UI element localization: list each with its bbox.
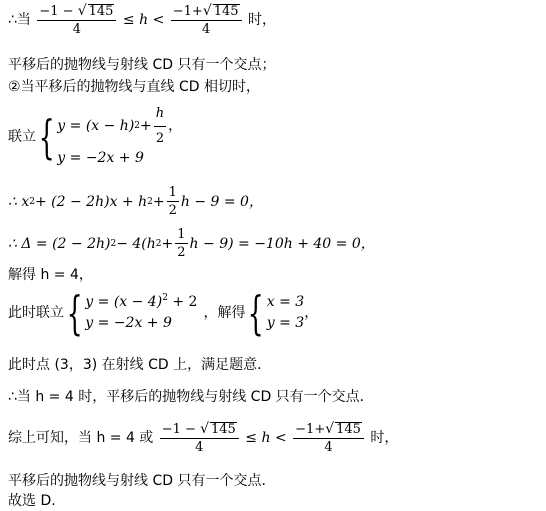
numerator-text: −1+	[295, 422, 326, 437]
denominator: 2	[168, 203, 177, 218]
fraction-h-over-2	[154, 104, 166, 148]
solution-line-1	[8, 4, 276, 36]
left-brace-icon: {	[38, 109, 55, 164]
numerator-text: −1 −	[161, 422, 201, 437]
denominator: 2	[155, 130, 165, 146]
fraction-upper-bound	[171, 4, 242, 36]
joint-text: 此时联立	[8, 305, 64, 321]
system-equation-2: y = −2x + 9	[57, 150, 144, 166]
system-equation-2: y = −2x + 9	[85, 315, 172, 331]
solution-line-2: 平移后的抛物线与射线 CD 只有一个交点；	[8, 57, 276, 73]
denominator: 4	[195, 440, 204, 455]
lt-sign: <	[270, 430, 292, 446]
fraction-lower-bound	[160, 422, 239, 454]
solution-line-8	[8, 286, 319, 340]
conclusion-text: 综上可知，当 h = 4 或	[8, 430, 154, 446]
numerator: h	[154, 104, 166, 127]
eq-part: h − 9) = −10h + 40 = 0，	[189, 235, 375, 252]
eq-part: y = (x − 4)	[85, 294, 163, 310]
comma: ，	[304, 305, 319, 321]
solution-line-3: ②当平移后的抛物线与直线 CD 相切时，	[8, 79, 261, 95]
therefore-text: ∴当	[8, 12, 31, 28]
suffix-text: 时，	[248, 12, 277, 28]
radicand: 145	[213, 4, 239, 19]
system-equation-1	[85, 292, 197, 313]
plus-sign: +	[152, 193, 165, 210]
denominator: 2	[177, 245, 186, 260]
solution-x: x = 3	[266, 294, 305, 310]
leq-sign: ≤	[245, 430, 262, 446]
solve-text: ，解得	[203, 305, 246, 321]
solution-line-13: 故选 D.	[8, 493, 56, 509]
comma: ，	[168, 117, 183, 134]
denominator: 4	[202, 22, 211, 37]
denominator: 4	[72, 22, 82, 37]
solution-line-5: ∴ x 2 + (2 − 2h)x + h 2 + $\frac{1}{2}$ h − 9 = 0，	[8, 185, 263, 218]
numerator: 1	[177, 227, 186, 242]
solution-y: y = 3	[266, 315, 305, 331]
solution-line-4	[8, 104, 182, 169]
leq-sign: ≤	[122, 12, 140, 28]
fraction-one-half	[175, 228, 187, 259]
sqrt-icon: √	[77, 3, 87, 19]
fraction-upper-bound	[293, 422, 364, 454]
eq-part: + 2	[167, 294, 198, 310]
joint-text: 联立	[8, 128, 36, 145]
sqrt-icon: √	[200, 421, 210, 437]
eq-part: ∴ x	[8, 193, 30, 210]
numerator-text: −1+	[172, 4, 203, 19]
radicand: 145	[211, 422, 236, 437]
variable-h: h	[139, 12, 149, 28]
left-brace-icon: {	[66, 286, 83, 340]
sqrt-icon: √	[202, 3, 212, 19]
sqrt-icon: √	[325, 421, 335, 437]
numerator: 1	[168, 185, 177, 200]
eq-part: h − 9 = 0，	[180, 193, 263, 210]
left-brace-icon: {	[248, 286, 265, 340]
exponent: 2	[162, 293, 168, 303]
solution-line-7: 解得 h = 4，	[8, 267, 93, 283]
plus-sign: +	[140, 117, 152, 134]
suffix-text: 时，	[370, 430, 399, 446]
fraction-one-half	[167, 186, 179, 217]
denominator: 4	[324, 440, 333, 455]
radicand: 145	[88, 4, 114, 19]
lt-sign: <	[148, 12, 169, 28]
solution-line-12: 平移后的抛物线与射线 CD 只有一个交点．	[8, 473, 276, 489]
solution-line-9: 此时点 (3，3) 在射线 CD 上，满足题意．	[8, 357, 272, 373]
variable-h: h	[261, 430, 271, 446]
equation-system	[85, 292, 197, 334]
solution-system	[267, 292, 304, 334]
solution-line-10: ∴当 h = 4 时，平移后的抛物线与射线 CD 只有一个交点．	[8, 389, 374, 405]
eq-part: y = (x − h)	[57, 117, 135, 134]
equation-system	[57, 104, 182, 169]
solution-line-6: ∴ Δ = (2 − 2h) 2 − 4(h 2 + $\frac{1}{2}$ h − 9) = −10h + 40 = 0，	[8, 227, 375, 260]
fraction-lower-bound	[37, 4, 116, 36]
system-equation-1: y = (x − h) 2 + $\frac{h}{2}$ ，	[57, 104, 182, 148]
eq-part: ∴ Δ = (2 − 2h)	[8, 235, 111, 252]
plus-sign: +	[161, 235, 174, 252]
numerator-text: −1 −	[39, 4, 78, 19]
radicand: 145	[336, 422, 361, 437]
eq-part: + (2 − 2h)x + h	[35, 193, 148, 210]
eq-part: − 4(h	[116, 235, 156, 252]
solution-line-11	[8, 422, 398, 454]
